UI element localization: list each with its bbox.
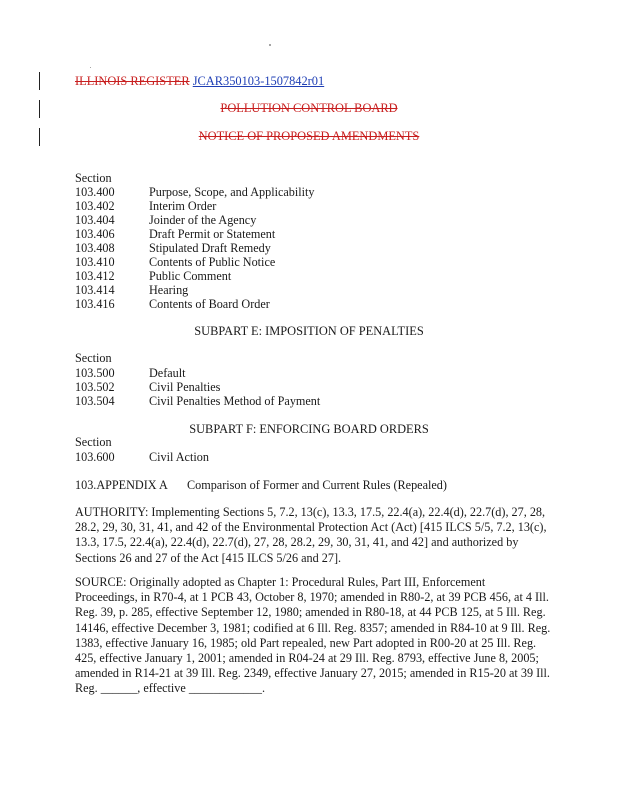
section-number: 103.416: [75, 297, 115, 311]
scan-speck: [90, 67, 91, 68]
section-heading: Section: [75, 171, 112, 185]
section-title: Public Comment: [149, 269, 232, 283]
section-heading: Section: [75, 435, 112, 449]
source-line: SOURCE: Originally adopted as Chapter 1: Procedural Rules, Part III, Enforcement: [75, 575, 486, 589]
subpart-f-title: SUBPART F: ENFORCING BOARD ORDERS: [189, 422, 429, 436]
source-line: Proceedings, in R70-4, at 1 PCB 43, October 8, 1970; amended in R80-2, at 39 PCB 456, at 4 Ill.: [75, 590, 549, 605]
source-paragraph: [75, 575, 553, 697]
section-title: Joinder of the Agency: [149, 213, 257, 227]
section-number: 103.502: [75, 380, 115, 394]
authority-line: 13.3, 17.5, 22.4(a), 22.4(d), 22.7(d), 27, 28, 28.2, 29, 30, 31, 41, and 42] and authorized by: [75, 535, 519, 550]
section-title: Civil Action: [149, 450, 209, 464]
section-title: Civil Penalties Method of Payment: [149, 394, 321, 408]
authority-paragraph: [75, 505, 553, 566]
section-number: 103.410: [75, 255, 115, 269]
section-title: Hearing: [149, 283, 189, 297]
notice-title: NOTICE OF PROPOSED AMENDMENTS: [198, 129, 420, 143]
board-header: [0, 101, 618, 116]
authority-line: AUTHORITY: Implementing Sections 5, 7.2, 13(c), 13.3, 17.5, 22.4(a), 22.4(d), 22.7(d), 27, 28,: [75, 505, 546, 519]
source-line: 1383, effective January 16, 1985; old Part repealed, new Part adopted in R00-20 at 25 Ill. Reg.: [75, 635, 537, 650]
appendix-label: 103.APPENDIX A: [75, 478, 168, 492]
section-number: 103.404: [75, 213, 115, 227]
register-struck-text: ILLINOIS REGISTER: [75, 74, 190, 88]
source-line: Reg. 39, p. 285, effective September 12, 1980; amended in R80-18, at 44 PCB 125, at 5 Ill. Reg.: [75, 605, 546, 620]
section-number: 103.412: [75, 269, 115, 283]
section-title: Civil Penalties: [149, 380, 221, 394]
notice-header: [0, 129, 618, 144]
source-line: amended in R14-21 at 39 Ill. Reg. 2349, effective January 27, 2015; amended in R15-20 at 39 Ill.: [75, 666, 550, 681]
appendix-title: Comparison of Former and Current Rules (Repealed): [187, 478, 447, 492]
section-title: Default: [149, 366, 186, 380]
section-number: 103.400: [75, 185, 115, 199]
section-number: 103.406: [75, 227, 115, 241]
section-number: 103.600: [75, 450, 115, 464]
section-title: Draft Permit or Statement: [149, 227, 276, 241]
source-line: 14146, effective December 3, 1981; codified at 6 Ill. Reg. 8357; amended in R84-10 at 9 Ill. Reg.: [75, 620, 551, 635]
section-number: 103.500: [75, 366, 115, 380]
section-title: Stipulated Draft Remedy: [149, 241, 271, 255]
authority-line: 28.2, 29, 30, 31, 41, and 42 of the Environmental Protection Act (Act) [415 ILCS 5/5, 7.2, 13(c),: [75, 520, 547, 535]
scan-speck: [269, 44, 271, 46]
register-inserted-text: JCAR350103-1507842r01: [192, 74, 325, 88]
section-title: Purpose, Scope, and Applicability: [149, 185, 315, 199]
section-title: Contents of Board Order: [149, 297, 270, 311]
section-title: Interim Order: [149, 199, 217, 213]
section-title: Contents of Public Notice: [149, 255, 276, 269]
section-number: 103.414: [75, 283, 115, 297]
section-number: 103.408: [75, 241, 115, 255]
authority-line: Sections 26 and 27 of the Act [415 ILCS 5/26 and 27].: [75, 550, 342, 565]
section-heading: Section: [75, 351, 112, 365]
section-number: 103.402: [75, 199, 115, 213]
source-line: 425, effective January 1, 2001; amended in R04-24 at 29 Ill. Reg. 8793, effective June 8, 2005;: [75, 651, 539, 666]
section-number: 103.504: [75, 394, 115, 408]
subpart-e-title: SUBPART E: IMPOSITION OF PENALTIES: [194, 324, 424, 338]
register-header: [75, 74, 324, 89]
board-title: POLLUTION CONTROL BOARD: [220, 101, 398, 115]
change-bar: [39, 72, 40, 90]
source-line: Reg. ______, effective ____________.: [75, 681, 266, 696]
